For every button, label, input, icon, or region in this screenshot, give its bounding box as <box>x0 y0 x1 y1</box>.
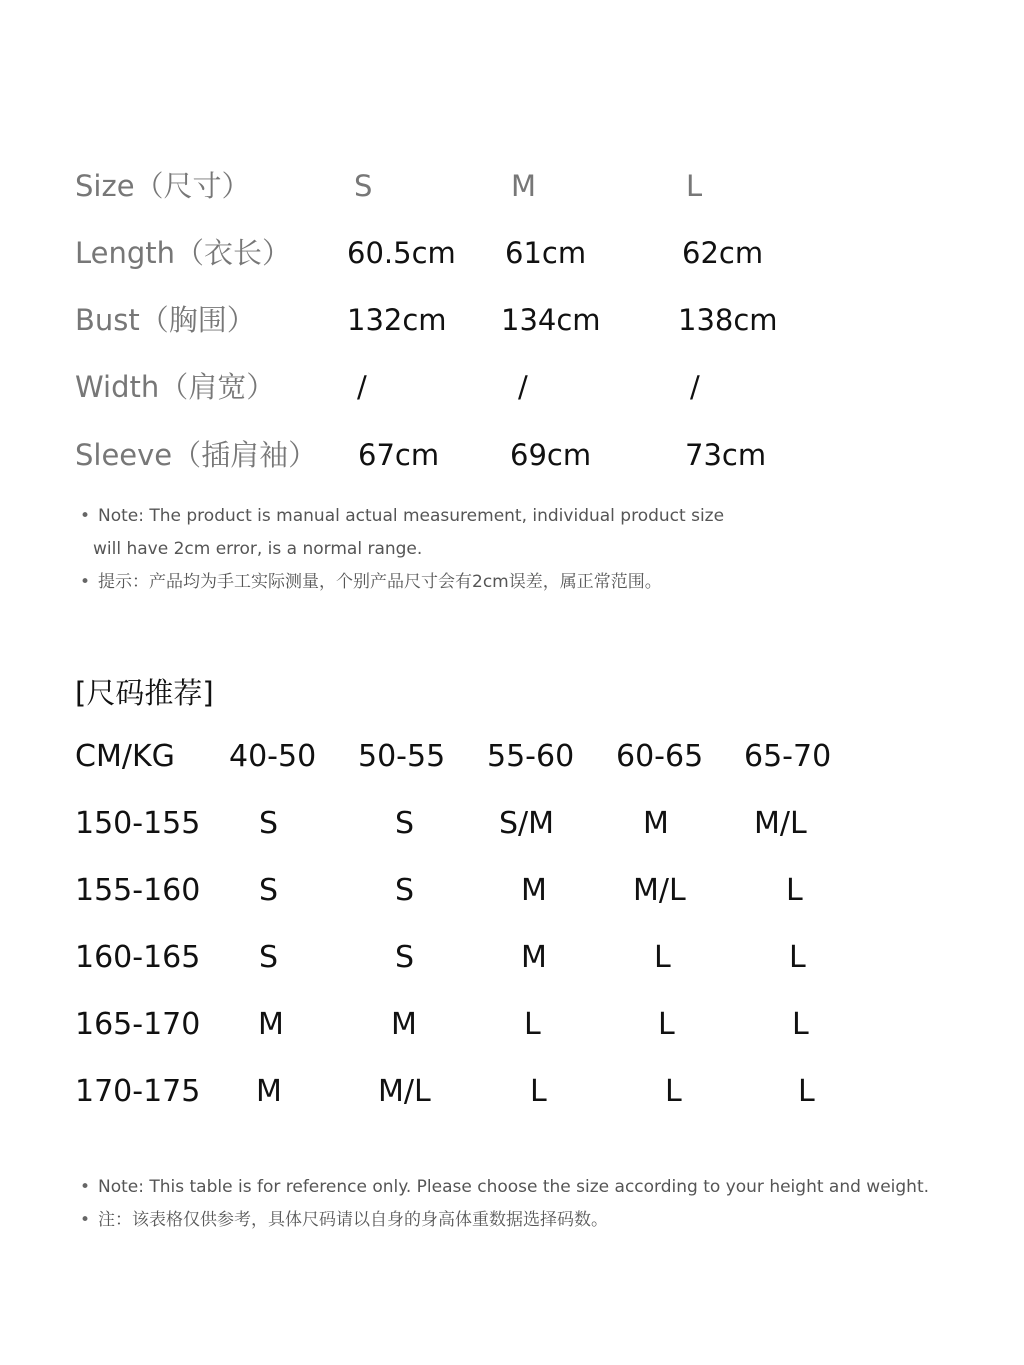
note-reference-cn <box>80 1204 608 1237</box>
size-cell-l: 138cm <box>678 303 778 337</box>
rec-header-weight: 50-55 <box>358 739 446 774</box>
rec-header-weight: 60-65 <box>616 739 704 774</box>
size-cell-l: 62cm <box>682 236 764 270</box>
rec-header-corner: CM/KG <box>75 739 175 774</box>
size-header-s: S <box>354 169 373 203</box>
rec-cell: S <box>259 940 279 975</box>
note-text: Note: This table is for reference only. Please choose the size according to your height and weight. <box>98 1177 930 1197</box>
rec-cell: L <box>792 1007 809 1042</box>
note-text: Note: The product is manual actual measurement, individual product size <box>98 506 725 526</box>
rec-header-weight: 65-70 <box>744 739 832 774</box>
rec-cell: M <box>258 1007 284 1042</box>
size-row-label: Width（肩宽） <box>75 370 276 404</box>
rec-cell: M <box>256 1074 282 1109</box>
rec-cell: M/L <box>754 806 807 841</box>
rec-row-height: 165-170 <box>75 1007 201 1042</box>
size-cell-m: / <box>518 370 528 404</box>
bullet: • <box>80 1177 91 1197</box>
rec-row-height: 150-155 <box>75 806 201 841</box>
rec-row-height: 170-175 <box>75 1074 201 1109</box>
size-row-sleeve <box>0 435 1024 502</box>
rec-header-weight: 55-60 <box>487 739 575 774</box>
rec-row <box>0 1005 1024 1072</box>
size-cell-m: 134cm <box>501 303 601 337</box>
size-row-length <box>0 233 1024 300</box>
note-text: 注：该表格仅供参考，具体尺码请以自身的身高体重数据选择码数。 <box>98 1210 608 1230</box>
size-row-width <box>0 367 1024 434</box>
bullet: • <box>80 572 91 592</box>
size-row-bust <box>0 300 1024 367</box>
size-cell-s: / <box>357 370 367 404</box>
size-cell-s: 132cm <box>347 303 447 337</box>
rec-cell: L <box>786 873 803 908</box>
rec-cell: M <box>521 873 547 908</box>
rec-row <box>0 1072 1024 1139</box>
rec-cell: S <box>259 873 279 908</box>
rec-cell: M <box>391 1007 417 1042</box>
bullet: • <box>80 1210 91 1230</box>
rec-cell: M/L <box>633 873 686 908</box>
rec-cell: L <box>789 940 806 975</box>
size-cell-l: / <box>690 370 700 404</box>
rec-cell: M <box>643 806 669 841</box>
size-header-m: M <box>511 169 537 203</box>
rec-cell: L <box>530 1074 547 1109</box>
bullet: • <box>80 506 91 526</box>
rec-row-height: 155-160 <box>75 873 201 908</box>
rec-cell: M/L <box>378 1074 431 1109</box>
size-cell-s: 67cm <box>358 438 440 472</box>
size-cell-m: 61cm <box>505 236 587 270</box>
size-row-label: Sleeve（插肩袖） <box>75 438 318 472</box>
rec-row <box>0 804 1024 871</box>
recommendation-title: [尺码推荐] <box>75 676 214 710</box>
size-cell-m: 69cm <box>510 438 592 472</box>
size-header-label: Size（尺寸） <box>75 169 251 203</box>
note-reference-en <box>80 1171 929 1204</box>
rec-cell: M <box>521 940 547 975</box>
size-header-row <box>0 166 1024 233</box>
rec-cell: S/M <box>499 806 555 841</box>
note-measurement-en-cont: will have 2cm error, is a normal range. <box>93 539 423 559</box>
rec-cell: L <box>654 940 671 975</box>
size-row-label: Bust（胸围） <box>75 303 256 337</box>
note-measurement-en <box>80 500 724 533</box>
rec-cell: S <box>395 873 415 908</box>
size-cell-l: 73cm <box>685 438 767 472</box>
rec-cell: L <box>658 1007 675 1042</box>
rec-row-height: 160-165 <box>75 940 201 975</box>
size-header-l: L <box>686 169 703 203</box>
rec-row <box>0 938 1024 1005</box>
rec-header-weight: 40-50 <box>229 739 317 774</box>
rec-cell: S <box>259 806 279 841</box>
rec-cell: L <box>524 1007 541 1042</box>
rec-cell: L <box>665 1074 682 1109</box>
note-text: 提示：产品均为手工实际测量，个别产品尺寸会有2cm误差，属正常范围。 <box>98 572 662 592</box>
rec-cell: S <box>395 806 415 841</box>
rec-header-row <box>0 737 1024 804</box>
rec-cell: L <box>798 1074 815 1109</box>
note-measurement-cn <box>80 566 662 599</box>
size-row-label: Length（衣长） <box>75 236 292 270</box>
rec-row <box>0 871 1024 938</box>
size-cell-s: 60.5cm <box>347 236 456 270</box>
rec-cell: S <box>395 940 415 975</box>
